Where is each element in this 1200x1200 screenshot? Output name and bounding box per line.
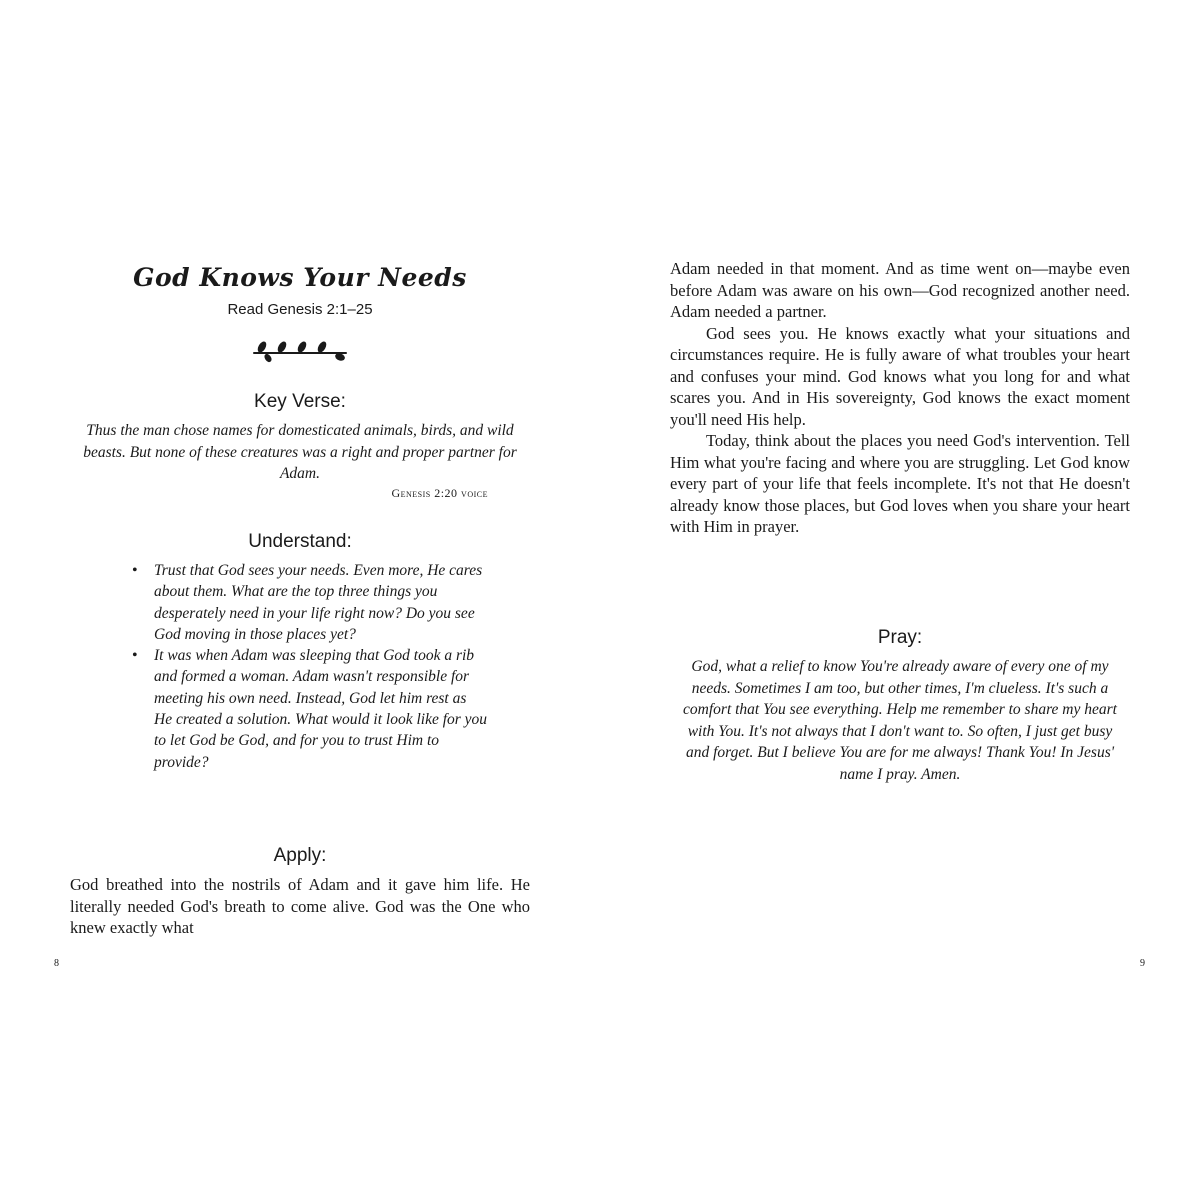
reading-reference: Read Genesis 2:1–25: [227, 301, 373, 318]
key-verse-text: Thus the man chose names for domesticated animals, birds, and wild beasts. But none of these creatures was a right and proper partner for Adam.: [83, 422, 517, 482]
understand-heading: Understand:: [248, 531, 352, 552]
understand-list: [128, 560, 488, 773]
apply-heading: Apply:: [273, 845, 327, 866]
page-title: God Knows Your Needs: [133, 263, 467, 292]
apply-text: God breathed into the nostrils of Adam and it gave him life. He literally needed God's breath to come alive. God was the One who knew exactly what: [70, 875, 530, 937]
body-paragraph: Adam needed in that moment. And as time went on—maybe even before Adam was aware on his own—God recognized another need. Adam needed a partner.: [670, 259, 1130, 321]
page-number-right: 9: [1140, 958, 1145, 969]
key-verse-reference: Genesis 2:20 voice: [391, 486, 488, 500]
prayer-text: God, what a relief to know You're already aware of every one of my needs. Sometimes I am too, but other times, I'm clueless. It's such a comfort that You see everything. Help me remember to share my heart with You. It's not always that I don't want to. So often, I just get busy and forget. But I believe You are for me always! Thank You! In Jesus' name I pray. Amen.: [683, 658, 1117, 783]
list-item: • Trust that God sees your needs. Even more, He cares about them. What are the top three things you desperately need in your life right now? Do you see God moving in those places yet?: [128, 560, 488, 645]
right-body-text: [670, 258, 1130, 538]
page-number-left: 8: [54, 958, 59, 969]
key-verse-heading: Key Verse:: [254, 391, 346, 412]
pray-heading: Pray:: [877, 627, 923, 648]
body-paragraph: Today, think about the places you need God's intervention. Tell Him what you're facing and where you are struggling. Let God know every part of your life that feels incomplete. It's not that He doesn't already know those places, but God loves when you share your heart with Him in prayer.: [670, 431, 1130, 536]
list-item: • It was when Adam was sleeping that God took a rib and formed a woman. Adam wasn't responsible for meeting his own need. Instead, God let him rest as He created a solution. What would it look like for you to let God be God, and for you to trust Him to provide?: [128, 645, 488, 773]
body-paragraph: God sees you. He knows exactly what your situations and circumstances require. He is fully aware of what troubles your heart and confuses your mind. God knows what you long for and what scares you. And in His sovereignty, God knows the exact moment you'll need His help.: [670, 323, 1130, 429]
leaf-vine-ornament-icon: [250, 338, 350, 364]
